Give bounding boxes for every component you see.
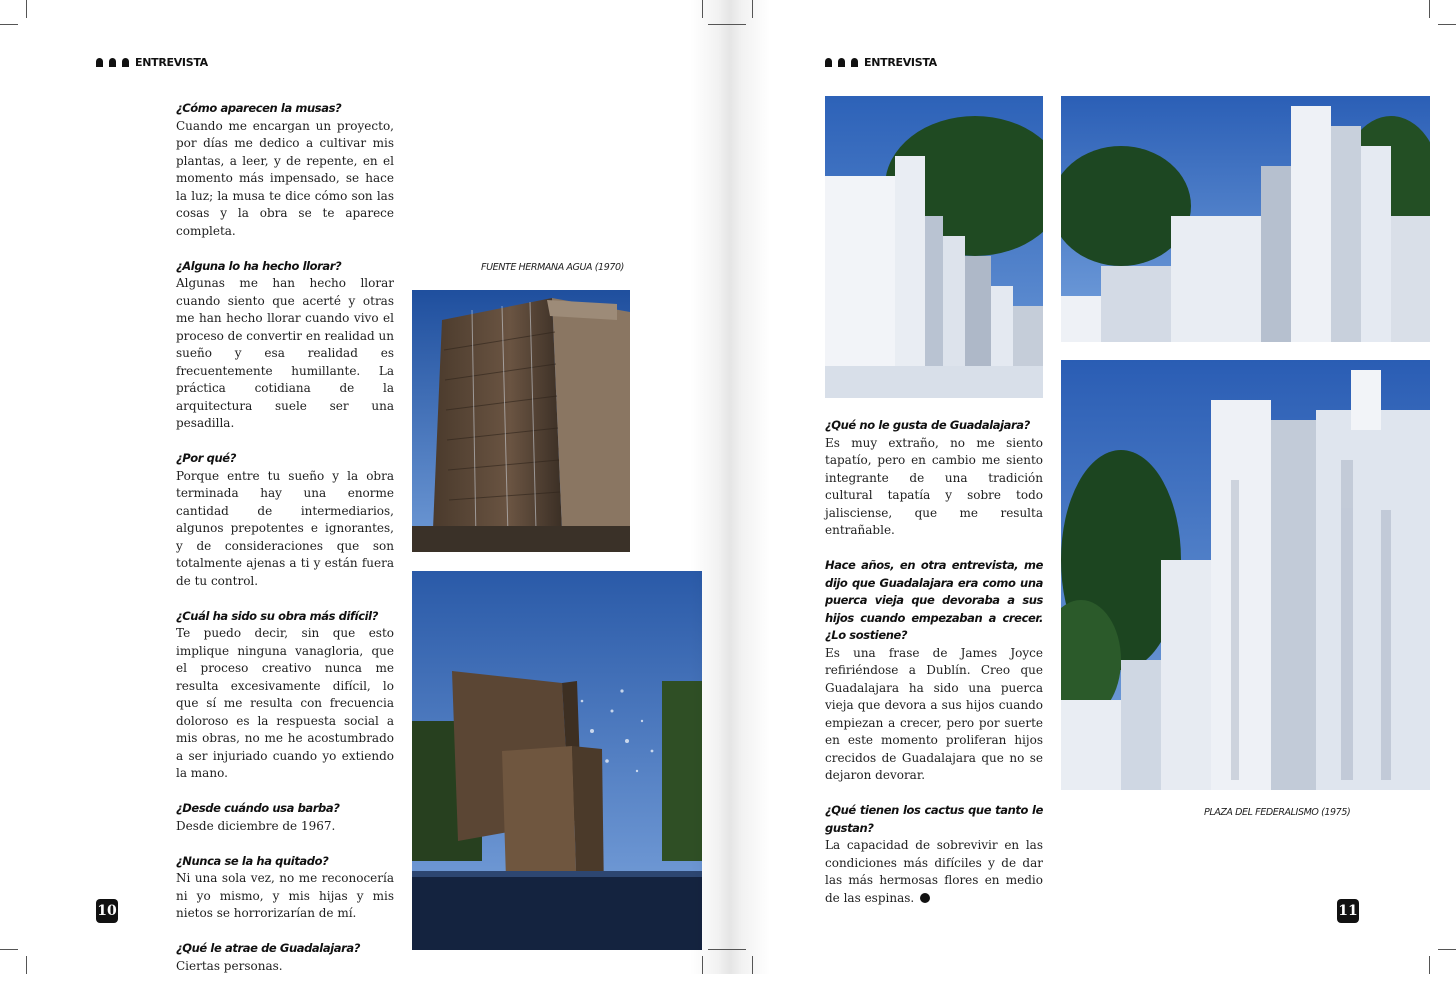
answer: Ni una sola vez, no me reconocería ni yo mismo, y mis hijas y mis nietos se horrorizarían de mí. bbox=[176, 871, 394, 920]
crop-mark bbox=[1429, 0, 1430, 18]
qa-block bbox=[825, 557, 1043, 785]
answer: Es muy extraño, no me siento tapatío, pero en cambio me siento integrante de una tradición cultural tapatía y sobre todo jalisciense, que me resulta entrañable. bbox=[825, 435, 1043, 537]
crop-mark bbox=[752, 0, 753, 18]
qa-block bbox=[176, 800, 394, 835]
answer: Ciertas personas. bbox=[176, 958, 283, 973]
section-header-right bbox=[825, 56, 937, 69]
crop-mark bbox=[708, 24, 746, 25]
interview-column-left bbox=[176, 100, 394, 993]
arch-icon bbox=[122, 58, 129, 67]
answer bbox=[825, 837, 1043, 907]
photo-caption: FUENTE HERMANA AGUA (1970) bbox=[481, 262, 624, 273]
crop-mark bbox=[752, 956, 753, 974]
interview-column-right bbox=[825, 417, 1043, 925]
qa-block bbox=[825, 802, 1043, 907]
crop-mark bbox=[1438, 949, 1456, 950]
answer: Cuando me encargan un proyecto, por días me dedico a cultivar mis plantas, a leer, y de repente, en el momento más impensado, se hace la luz; la musa te dice cómo son las cosas y la obra se te aparece completa. bbox=[176, 118, 394, 238]
qa-block bbox=[176, 450, 394, 590]
answer: Desde diciembre de 1967. bbox=[176, 818, 336, 833]
crop-mark bbox=[1429, 956, 1430, 974]
page-number-right: 11 bbox=[1337, 899, 1359, 923]
right-page bbox=[728, 0, 1456, 974]
qa-block bbox=[176, 100, 394, 240]
arch-icon bbox=[825, 58, 832, 67]
question: ¿Qué no le gusta de Guadalajara? bbox=[825, 418, 1030, 432]
end-dot-icon bbox=[920, 893, 930, 903]
crop-mark bbox=[1438, 24, 1456, 25]
photo-caption: PLAZA DEL FEDERALISMO (1975) bbox=[1204, 807, 1351, 818]
arch-icon bbox=[851, 58, 858, 67]
answer: Algunas me han hecho llorar cuando siento que acerté y otras me han hecho llorar cuando vivo el proceso de convertir en realidad un sueño y esa realidad es frecuentemente humillante. La práctica cotidiana de la arquitectura suele ser una pesadilla. bbox=[176, 276, 394, 430]
fountain-photo-2 bbox=[412, 571, 702, 950]
crop-mark bbox=[702, 956, 703, 974]
page-number-left: 10 bbox=[96, 899, 118, 923]
qa-block bbox=[176, 608, 394, 783]
section-label: ENTREVISTA bbox=[135, 56, 208, 69]
crop-mark bbox=[0, 24, 18, 25]
plaza-photo-2 bbox=[1061, 96, 1430, 342]
qa-block bbox=[176, 940, 394, 975]
question: ¿Nunca se la ha quitado? bbox=[176, 853, 329, 868]
arch-icon bbox=[838, 58, 845, 67]
qa-block bbox=[176, 853, 394, 923]
question: ¿Desde cuándo usa barba? bbox=[176, 801, 340, 815]
arch-icon bbox=[109, 58, 116, 67]
question: Hace años, en otra entrevista, me dijo que Guadalajara era como una puerca vieja que devoraba a sus hijos cuando empezaban a crecer. ¿Lo sostiene? bbox=[825, 558, 1043, 642]
answer: Porque entre tu sueño y la obra terminada hay una enorme cantidad de intermediarios, algunos prepotentes e ignorantes, y de consideraciones que son totalmente ajenas a ti y están fuera de tu control. bbox=[176, 468, 394, 588]
crop-mark bbox=[0, 949, 18, 950]
qa-block bbox=[825, 417, 1043, 540]
answer: Te puedo decir, sin que esto implique ninguna vanagloria, que el proceso creativo nunca me resulta excesivamente difícil, lo que sí me resulta con frecuencia doloroso es la respuesta social a mis obras, no me he acostumbrado a ser injuriado cuando yo extiendo la mano. bbox=[176, 626, 394, 780]
crop-mark bbox=[26, 956, 27, 974]
answer: Es una frase de James Joyce refiriéndose a Dublín. Creo que Guadalajara ha sido una puerca vieja que devora a sus hijos cuando empiezan a crecer, pero por suerte en este momento proliferan hijos crecidos de Guadalajara que no se dejaron devorar. bbox=[825, 645, 1043, 782]
crop-mark bbox=[702, 0, 703, 18]
crop-mark bbox=[26, 0, 27, 18]
question: ¿Cómo aparecen la musas? bbox=[176, 101, 342, 115]
question: ¿Alguna lo ha hecho llorar? bbox=[176, 258, 342, 273]
question: ¿Cuál ha sido su obra más difícil? bbox=[176, 608, 378, 623]
plaza-photo-1 bbox=[825, 96, 1043, 398]
left-page bbox=[0, 0, 728, 974]
crop-mark bbox=[708, 949, 746, 950]
question: ¿Por qué? bbox=[176, 451, 236, 465]
question: ¿Qué tienen los cactus que tanto le gustan? bbox=[825, 803, 1043, 835]
arch-icon bbox=[96, 58, 103, 67]
plaza-photo-3 bbox=[1061, 360, 1430, 790]
qa-block bbox=[176, 258, 394, 433]
fountain-photo-1 bbox=[412, 290, 630, 552]
question: ¿Qué le atrae de Guadalajara? bbox=[176, 941, 360, 955]
answer-text: La capacidad de sobrevivir en las condiciones más difíciles y de dar las más hermosas flores en medio de las espinas. bbox=[825, 838, 1043, 905]
section-label: ENTREVISTA bbox=[864, 56, 937, 69]
section-header-left bbox=[96, 56, 208, 69]
